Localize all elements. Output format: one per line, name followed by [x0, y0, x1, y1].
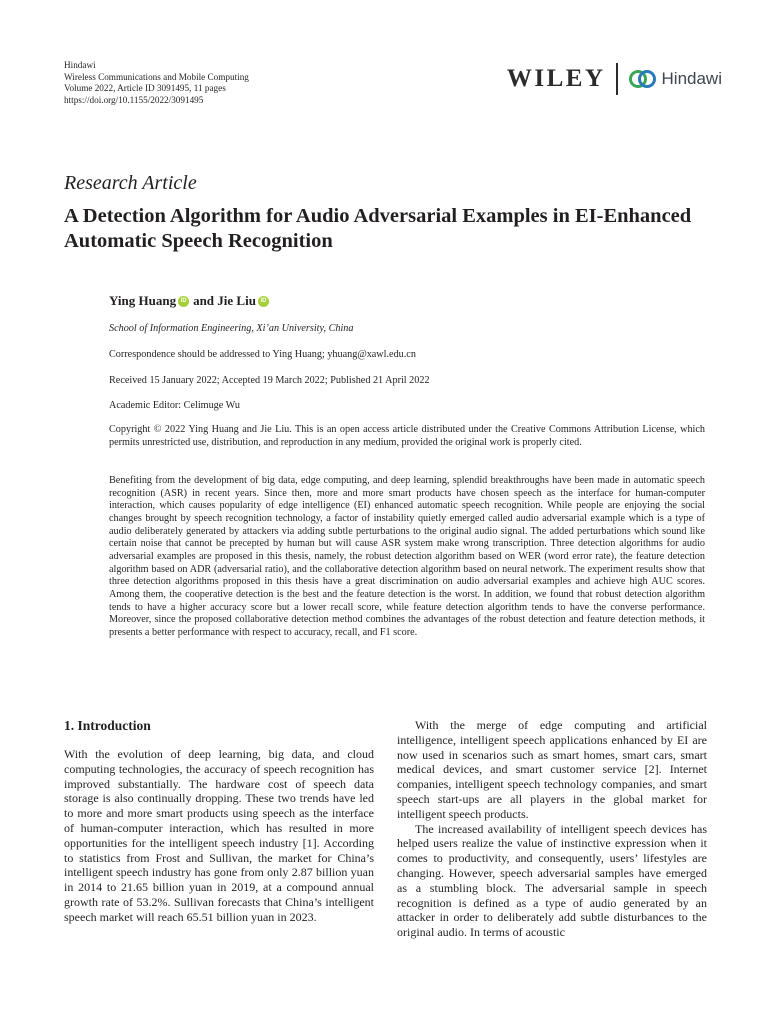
- journal-meta: [64, 60, 249, 106]
- author-separator: and: [193, 293, 215, 308]
- correspondence: Correspondence should be addressed to Ying Huang; yhuang@xawl.edu.cn: [109, 349, 416, 360]
- wiley-logo: WILEY: [506, 65, 606, 92]
- hindawi-wordmark: Hindawi: [661, 69, 722, 88]
- orcid-icon[interactable]: iD: [258, 296, 269, 307]
- publication-dates: Received 15 January 2022; Accepted 19 March 2022; Published 21 April 2022: [109, 375, 430, 386]
- affiliation: School of Information Engineering, Xi’an University, China: [109, 323, 354, 334]
- hindawi-logo: [628, 68, 722, 90]
- volume-info: Volume 2022, Article ID 3091495, 11 pages: [64, 83, 226, 94]
- section-heading: 1. Introduction: [64, 718, 151, 733]
- paragraph: The increased availability of intelligent speech devices has helped users realize the value of instinctive expression when it comes to productivity, and consequently, users’ lifestyles are changing. However, speech adversarial samples have emerged as a stumbling block. The adversarial sample in speech recognition is defined as a type of audio generated by an attacker in order to deliberately add subtle disturbances to the original audio. In terms of acoustic: [397, 821, 707, 940]
- author-name: Ying Huang: [109, 293, 177, 308]
- orcid-icon[interactable]: iD: [178, 296, 189, 307]
- author-list: [109, 293, 273, 309]
- abstract: Benefiting from the development of big data, edge computing, and deep learning, splendid breakthroughs have been made in automatic speech recognition (ASR) in recent years. Since then, more and more smart products have chosen speech as the interface for human-computer interaction, which causes popularity of edge intelligence (EI) enhanced automatic speech recognition. While people are enjoying the social changes brought by speech recognition technology, a factor of instability quietly emerged called audio adversarial example which is a type of audio deliberately generated by attackers via adding subtle perturbations to the original audio signal. The added perturbations which sound like certain noise that cannot be precepted by human but will cause ASR system make wrong transcription. Three detection algorithms for audio adversarial examples are proposed in this thesis, namely, the robust detection algorithm based on WER (word error rate), the feature detection algorithm based on ADR (adversarial ratio), and the collaborative detection algorithm based on neural network. The experiment results show that three detection algorithms proposed in this thesis have a great discrimination on audio adversarial examples and achieve high AUC scores. Among them, the cooperative detection is the best and the feature detection is the worst. In addition, we found that robust detection algorithm tends to have a higher accuracy score but a lower recall score, while feature detection algorithm tends to have the converse performance. Moreover, since the proposed collaborative detection method combines the advantages of the robust detection and feature detection methods, it presents a better performance with respect to accuracy, recall, and F1 score.: [109, 475, 705, 638]
- publisher-brand: [507, 62, 722, 96]
- copyright-notice: Copyright © 2022 Ying Huang and Jie Liu. This is an open access article distributed under the Creative Commons Attribution License, which permits unrestricted use, distribution, and reproduction in any medium, provided the original work is properly cited.: [109, 424, 705, 448]
- publisher-name: Hindawi: [64, 60, 96, 70]
- author-name: Jie Liu: [217, 293, 256, 308]
- paragraph: With the evolution of deep learning, big data, and cloud computing technologies, the accuracy of speech recognition has improved substantially. The hardware cost of speech data storage is also continually dropping. These two trends have led to more and more smart products using speech as the interface of human-computer interaction, which has resulted in more opportunities for the intelligent speech industry [1]. According to statistics from Frost and Sullivan, the market for China’s intelligent speech industry has gone from only 2.87 billion yuan in 2014 to 21.65 billion yuan in 2019, at a compound annual growth rate of 53.2%. Sullivan forecasts that China’s intelligent speech market will reach 65.51 billion yuan in 2023.: [64, 747, 374, 924]
- academic-editor: Academic Editor: Celimuge Wu: [109, 400, 240, 411]
- brand-divider: [616, 63, 618, 95]
- doi-link[interactable]: https://doi.org/10.1155/2022/3091495: [64, 94, 204, 105]
- article-type: Research Article: [64, 172, 197, 194]
- body-column-right: [397, 718, 707, 940]
- journal-name: Wireless Communications and Mobile Computing: [64, 71, 249, 82]
- paragraph: With the merge of edge computing and artificial intelligence, intelligent speech applications enhanced by EI are now used in scenarios such as smart homes, smart cars, smart medical devices, and smart customer service [2]. Internet companies, intelligent speech technology companies, and smart speech start-ups are all players in the global market for intelligent speech products.: [397, 718, 707, 821]
- body-column-left: [64, 747, 374, 925]
- hindawi-rings-icon: [628, 68, 658, 90]
- article-title: A Detection Algorithm for Audio Adversarial Examples in EI-Enhanced Automatic Speech Recognition: [64, 205, 692, 252]
